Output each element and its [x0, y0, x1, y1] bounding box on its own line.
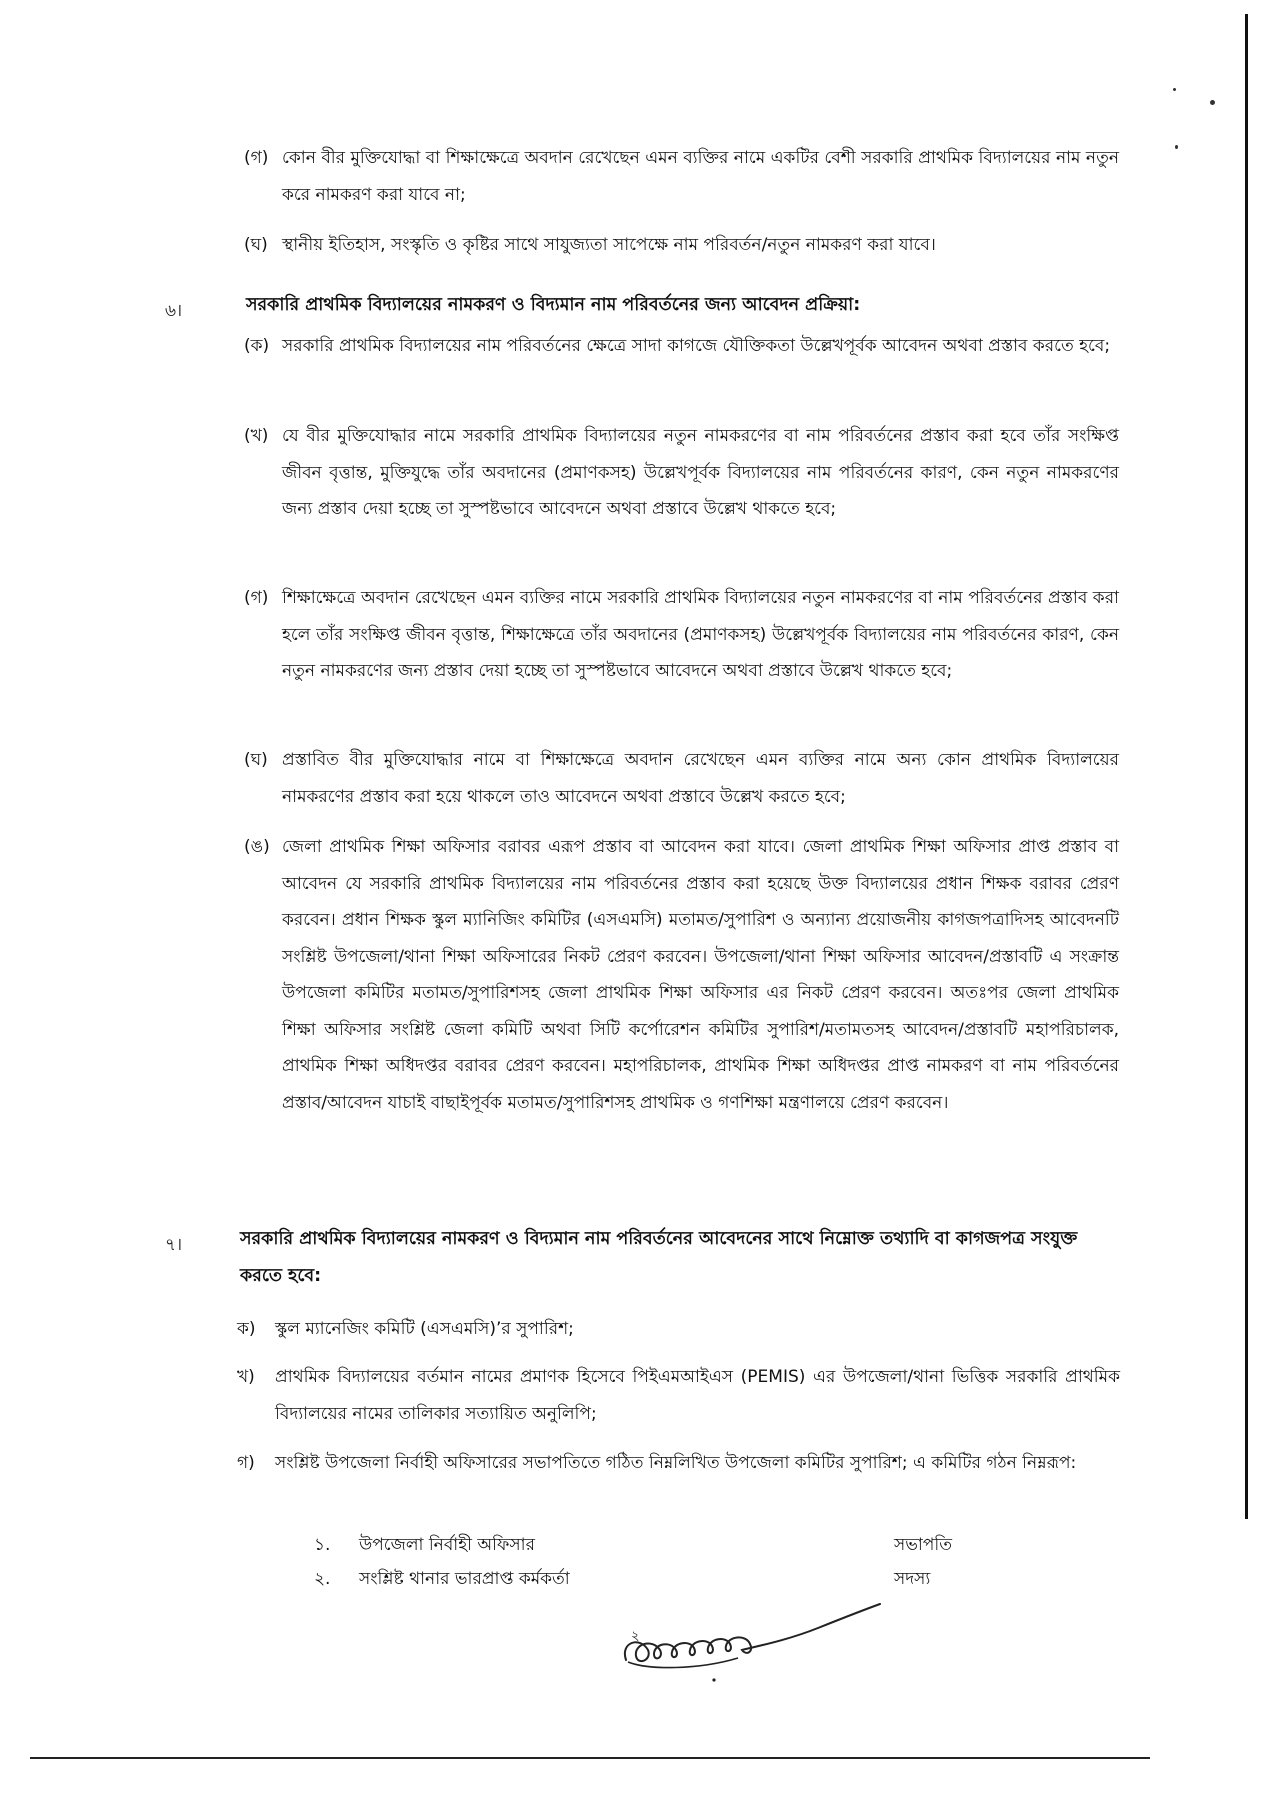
clause-text: যে বীর মুক্তিযোদ্ধার নামে সরকারি প্রাথমিক বিদ্যালয়ের নতুন নামকরণের বা নাম পরিবর্তনের প্রস্তাব করা হবে তাঁর সংক্ষিপ্ত জীবন বৃত্তান্ত, মুক্তিযুদ্ধে তাঁর অবদানের (প্রমাণকসহ) উল্লেখপূর্বক বিদ্যালয়ের নাম পরিবর্তনের কারণ, কেন নতুন নামকরণের জন্য প্রস্তাব দেয়া হচ্ছে তা সুস্পষ্টভাবে আবেদনে অথবা প্রস্তাবে উল্লেখ থাকতে হবে;: [282, 426, 1119, 519]
committee-role: সভাপতি: [894, 1535, 952, 1555]
clause-marker: (ঘ): [244, 235, 268, 255]
section-6-item-uma: [244, 829, 1119, 1121]
clause-text: প্রাথমিক বিদ্যালয়ের বর্তমান নামের প্রমাণক হিসেবে পিইএমআইএস (PEMIS) এর উপজেলা/থানা ভিত্তিক সরকারি প্রাথমিক বিদ্যালয়ের নামের তালিকার সত্যায়িত অনুলিপি;: [275, 1367, 1120, 1424]
scan-speck: [1210, 100, 1215, 105]
committee-row: [314, 1566, 994, 1596]
clause-marker: (গ): [244, 588, 269, 608]
committee-row: [314, 1532, 994, 1562]
clause-marker: (ঘ): [244, 750, 268, 770]
right-margin-line: [1245, 14, 1248, 1519]
clause-ga: [244, 140, 1119, 213]
clause-text: সরকারি প্রাথমিক বিদ্যালয়ের নাম পরিবর্তনের ক্ষেত্রে সাদা কাগজে যৌক্তিকতা উল্লেখপূর্বক আবেদন অথবা প্রস্তাব করতে হবে;: [282, 336, 1111, 356]
clause-gha: [244, 227, 1119, 264]
clause-text: জেলা প্রাথমিক শিক্ষা অফিসার বরাবর এরূপ প্রস্তাব বা আবেদন করা যাবে। জেলা প্রাথমিক শিক্ষা অফিসার প্রাপ্ত প্রস্তাব বা আবেদন যে সরকারি প্রাথমিক বিদ্যালয়ের নাম পরিবর্তনের প্রস্তাব করা হয়েছে উক্ত বিদ্যালয়ের প্রধান শিক্ষক বরাবর প্রেরণ করবেন। প্রধান শিক্ষক স্কুল ম্যানিজিং কমিটির (এসএমসি) মতামত/সুপারিশ ও অন্যান্য প্রয়োজনীয় কাগজপত্রাদিসহ আবেদনটি সংশ্লিষ্ট উপজেলা/থানা শিক্ষা অফিসারের নিকট প্রেরণ করবেন। উপজেলা/থানা শিক্ষা অফিসার আবেদন/প্রস্তাবটি এ সংক্রান্ত উপজেলা কমিটির মতামত/সুপারিশসহ জেলা প্রাথমিক শিক্ষা অফিসার এর নিকট প্রেরণ করবেন। অতঃপর জেলা প্রাথমিক শিক্ষা অফিসার সংশ্লিষ্ট জেলা কমিটি অথবা সিটি কর্পোরেশন কমিটির সুপারিশ/মতামতসহ আবেদন/প্রস্তাবটি মহাপরিচালক, প্রাথমিক শিক্ষা অধিদপ্তর বরাবর প্রেরণ করবেন। মহাপরিচালক, প্রাথমিক শিক্ষা অধিদপ্তর প্রাপ্ত নামকরণ বা নাম পরিবর্তনের প্রস্তাব/আবেদন যাচাই বাছাইপূর্বক মতামত/সুপারিশসহ প্রাথমিক ও গণশিক্ষা মন্ত্রণালয়ে প্রেরণ করবেন।: [282, 837, 1119, 1113]
committee-number: ১.: [314, 1535, 331, 1555]
clause-marker: (খ): [244, 426, 269, 446]
clause-text: স্কুল ম্যানেজিং কমিটি (এসএমসি)’র সুপারিশ;: [275, 1319, 574, 1339]
section-7-item-ga: [237, 1445, 1120, 1482]
section-6-item-kha: [244, 418, 1119, 528]
clause-marker: (গ): [244, 148, 269, 168]
scan-speck: [1175, 145, 1178, 149]
section-6-item-gha: [244, 742, 1119, 815]
section-7-number: ৭।: [165, 1235, 183, 1255]
clause-marker: খ): [237, 1367, 255, 1387]
clause-marker: (ঙ): [244, 837, 270, 857]
clause-marker: গ): [237, 1453, 255, 1473]
bottom-rule: [30, 1757, 1150, 1759]
section-7-heading: সরকারি প্রাথমিক বিদ্যালয়ের নামকরণ ও বিদ্যমান নাম পরিবর্তনের আবেদনের সাথে নিম্নোক্ত তথ্যাদি বা কাগজপত্র সংযুক্ত করতে হবে:: [240, 1229, 1078, 1286]
committee-member: সংশ্লিষ্ট থানার ভারপ্রাপ্ত কর্মকর্তা: [359, 1569, 570, 1589]
clause-marker: (ক): [244, 336, 270, 356]
page-number: ২: [631, 1629, 640, 1644]
section-7-item-ka: [237, 1311, 1120, 1348]
committee-member: উপজেলা নির্বাহী অফিসার: [359, 1535, 535, 1555]
section-6-number: ৬।: [165, 301, 183, 321]
clause-text: স্থানীয় ইতিহাস, সংস্কৃতি ও কৃষ্টির সাথে সাযুজ্যতা সাপেক্ষে নাম পরিবর্তন/নতুন নামকরণ করা যাবে।: [282, 235, 936, 255]
clause-text: শিক্ষাক্ষেত্রে অবদান রেখেছেন এমন ব্যক্তির নামে সরকারি প্রাথমিক বিদ্যালয়ের নতুন নামকরণের বা নাম পরিবর্তনের প্রস্তাব করা হলে তাঁর সংক্ষিপ্ত জীবন বৃত্তান্ত, শিক্ষাক্ষেত্রে তাঁর অবদানের (প্রমাণকসহ) উল্লেখপূর্বক বিদ্যালয়ের নাম পরিবর্তনের কারণ, কেন নতুন নামকরণের জন্য প্রস্তাব দেয়া হচ্ছে তা সুস্পষ্টভাবে আবেদনে অথবা প্রস্তাবে উল্লেখ থাকতে হবে;: [282, 588, 1119, 681]
committee-number: ২.: [314, 1569, 331, 1589]
clause-text: সংশ্লিষ্ট উপজেলা নির্বাহী অফিসারের সভাপতিতে গঠিত নিম্নলিখিত উপজেলা কমিটির সুপারিশ; এ কমিটির গঠন নিম্নরূপ:: [275, 1453, 1077, 1473]
clause-marker: ক): [237, 1319, 256, 1339]
section-6-item-ka: [244, 328, 1119, 365]
signature-image: [618, 1600, 898, 1690]
clause-text: প্রস্তাবিত বীর মুক্তিযোদ্ধার নামে বা শিক্ষাক্ষেত্রে অবদান রেখেছেন এমন ব্যক্তির নামে অন্য কোন প্রাথমিক বিদ্যালয়ের নামকরণের প্রস্তাব করা হয়ে থাকলে তাও আবেদনে অথবা প্রস্তাবে উল্লেখ করতে হবে;: [282, 750, 1119, 807]
section-6-item-ga: [244, 580, 1119, 690]
scan-speck: [1173, 88, 1176, 91]
section-7-item-kha: [237, 1359, 1120, 1432]
committee-role: সদস্য: [894, 1569, 931, 1589]
clause-text: কোন বীর মুক্তিযোদ্ধা বা শিক্ষাক্ষেত্রে অবদান রেখেছেন এমন ব্যক্তির নামে একটির বেশী সরকারি প্রাথমিক বিদ্যালয়ের নাম নতুন করে নামকরণ করা যাবে না;: [282, 148, 1119, 205]
section-6-heading: সরকারি প্রাথমিক বিদ্যালয়ের নামকরণ ও বিদ্যমান নাম পরিবর্তনের জন্য আবেদন প্রক্রিয়া:: [246, 295, 861, 315]
